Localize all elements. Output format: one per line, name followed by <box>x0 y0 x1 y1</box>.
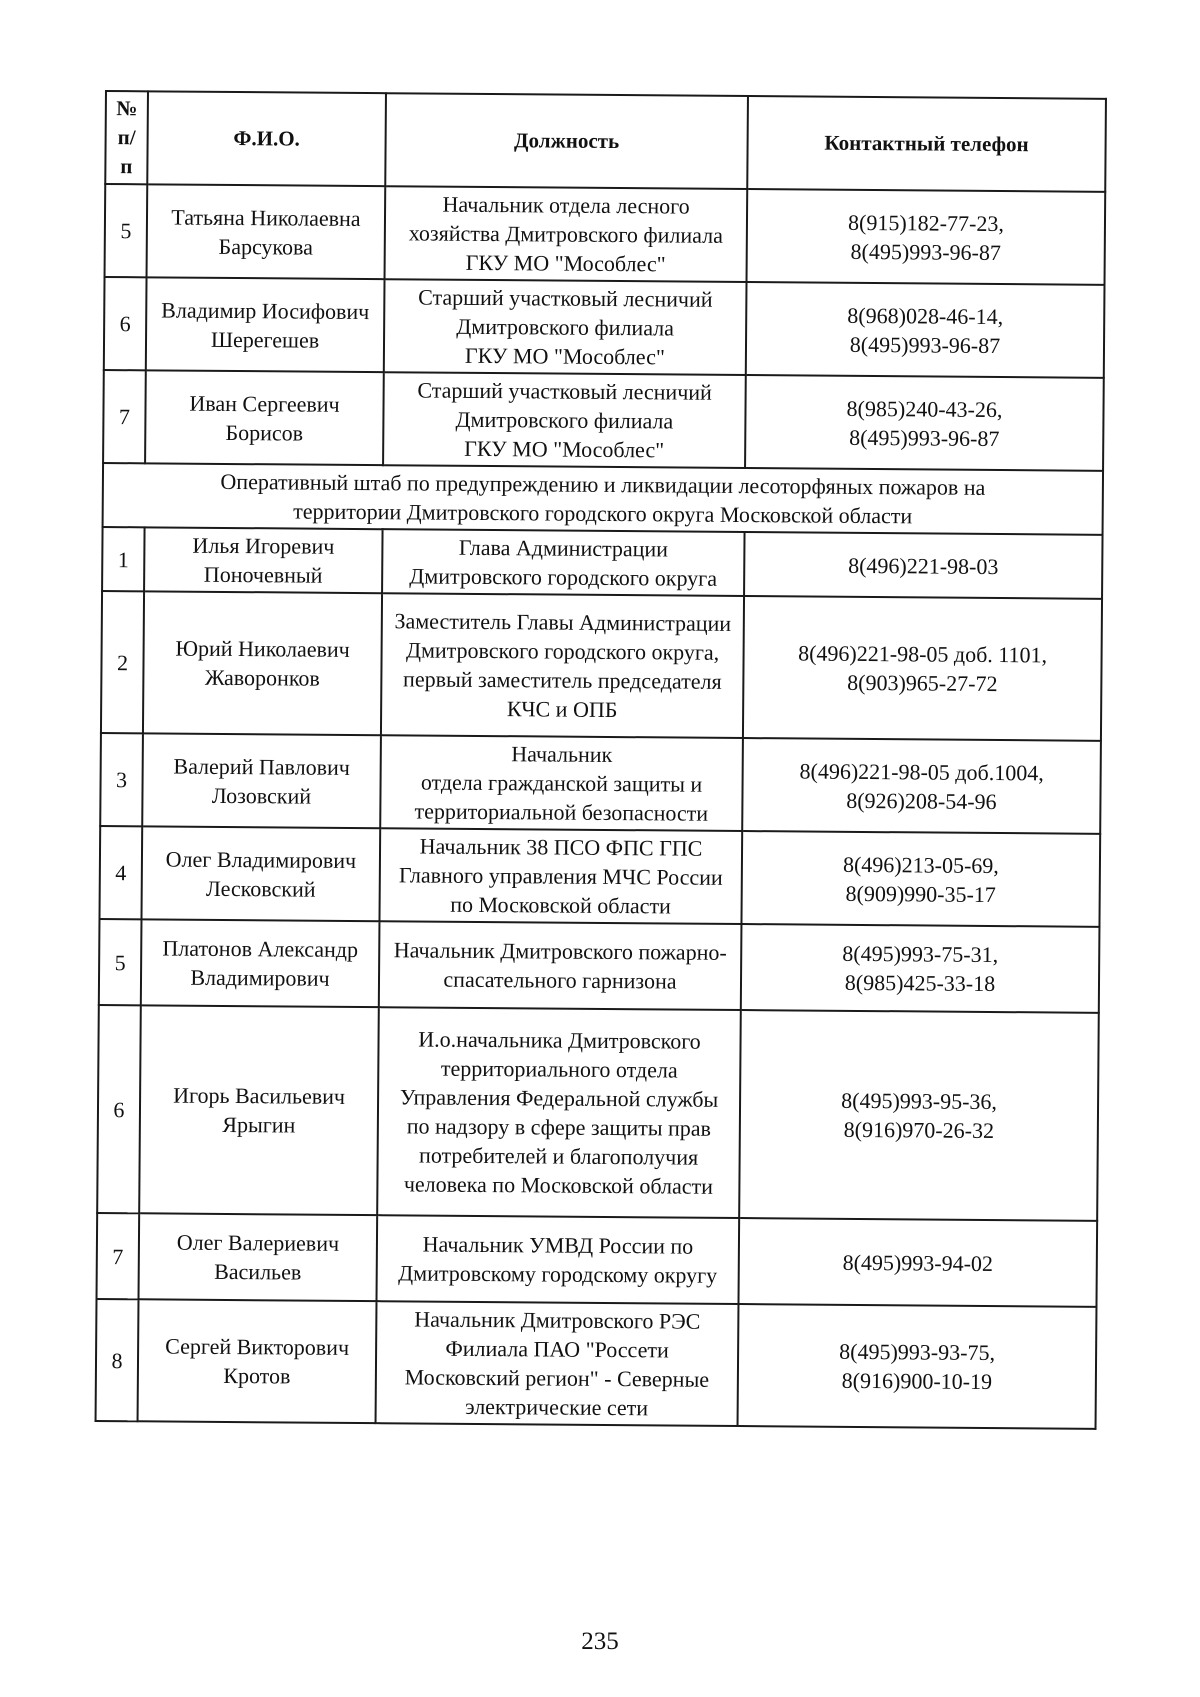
table-row <box>104 277 1105 378</box>
table-row <box>105 184 1106 285</box>
table-row <box>99 826 1100 927</box>
header-phone: Контактный телефон <box>747 96 1106 192</box>
row-phone: 8(496)221-98-05 доб.1004, 8(926)208-54-96 <box>742 738 1101 834</box>
row-num: 3 <box>100 733 143 826</box>
row-phone: 8(496)213-05-69, 8(909)990-35-17 <box>741 831 1100 927</box>
row-name: Илья Игоревич Поночевный <box>144 527 382 593</box>
header-row <box>105 91 1106 192</box>
section-row <box>103 463 1103 535</box>
row-num: 4 <box>99 826 142 919</box>
row-phone: 8(495)993-75-31, 8(985)425-33-18 <box>741 924 1100 1013</box>
row-phone: 8(985)240-43-26, 8(495)993-96-87 <box>745 375 1104 471</box>
row-num: 1 <box>102 527 145 591</box>
row-phone: 8(968)028-46-14, 8(495)993-96-87 <box>746 282 1105 378</box>
row-phone: 8(495)993-93-75, 8(916)900-10-19 <box>738 1304 1097 1429</box>
row-name: Владимир Иосифович Шерегешев <box>146 277 385 372</box>
row-position: Начальник УМВД России по Дмитровскому городскому округу <box>376 1215 739 1304</box>
row-phone: 8(915)182-77-23, 8(495)993-96-87 <box>747 189 1106 285</box>
row-name: Юрий Николаевич Жаворонков <box>143 591 382 735</box>
row-position: Начальник Дмитровского пожарно- спасательного гарнизона <box>379 921 742 1010</box>
row-name: Олег Валериевич Васильев <box>139 1213 378 1301</box>
row-phone: 8(495)993-95-36, 8(916)970-26-32 <box>739 1010 1099 1221</box>
row-name: Сергей Викторович Кротов <box>138 1299 377 1423</box>
row-num: 5 <box>105 184 148 277</box>
row-position: Начальник 38 ПСО ФПС ГПС Главного управления МЧС России по Московской области <box>379 828 742 924</box>
row-name: Игорь Васильевич Ярыгин <box>139 1005 379 1215</box>
row-position: Глава Администрации Дмитровского городского округа <box>382 529 744 596</box>
header-position: Должность <box>385 93 748 189</box>
row-position: Старший участковый лесничий Дмитровского филиала ГКУ МО "Мособлес" <box>383 372 746 468</box>
row-phone: 8(496)221-98-03 <box>744 532 1102 599</box>
row-position: Старший участковый лесничий Дмитровского филиала ГКУ МО "Мособлес" <box>384 279 747 375</box>
row-name: Олег Владимирович Лесковский <box>141 826 380 921</box>
row-name: Валерий Павлович Лозовский <box>142 733 381 828</box>
row-name: Татьяна Николаевна Барсукова <box>147 184 386 279</box>
row-phone: 8(495)993-94-02 <box>738 1218 1097 1307</box>
table-row <box>96 1299 1097 1429</box>
row-position: Заместитель Главы Администрации Дмитровского городского округа, первый заместитель председателя КЧС и ОПБ <box>381 593 744 738</box>
page-number: 235 <box>581 1628 619 1655</box>
table-row <box>100 733 1101 834</box>
table-row <box>97 1005 1099 1221</box>
table-row <box>103 370 1104 471</box>
table-row <box>102 527 1102 599</box>
row-num: 6 <box>97 1005 141 1213</box>
row-num: 5 <box>99 919 142 1005</box>
row-num: 6 <box>104 277 147 370</box>
row-name: Иван Сергеевич Борисов <box>145 370 384 465</box>
section-title: Оперативный штаб по предупреждению и ликвидации лесоторфяных пожаров на территории Дмитровского городского округа Московской области <box>103 463 1103 535</box>
header-name: Ф.И.О. <box>147 91 386 186</box>
row-num: 2 <box>101 591 144 733</box>
row-position: Начальник отдела лесного хозяйства Дмитровского филиала ГКУ МО "Мособлес" <box>385 186 748 282</box>
header-num: № п/ п <box>105 91 148 184</box>
row-name: Платонов Александр Владимирович <box>141 919 380 1007</box>
row-position: Начальник отдела гражданской защиты и территориальной безопасности <box>380 735 743 831</box>
contacts-table <box>95 90 1107 1430</box>
row-num: 7 <box>97 1213 140 1299</box>
row-num: 8 <box>96 1299 139 1421</box>
table-row <box>97 1213 1098 1307</box>
row-num: 7 <box>103 370 146 463</box>
table-row <box>99 919 1100 1013</box>
row-phone: 8(496)221-98-05 доб. 1101, 8(903)965-27-72 <box>743 596 1102 741</box>
row-position: И.о.начальника Дмитровского территориального отдела Управления Федеральной службы по надзору в сфере защиты прав потребителей и благополучия человека по Московской области <box>377 1007 741 1218</box>
table-row <box>101 591 1102 741</box>
row-position: Начальник Дмитровского РЭС Филиала ПАО "Россети Московский регион" - Северные электрические сети <box>376 1301 739 1426</box>
